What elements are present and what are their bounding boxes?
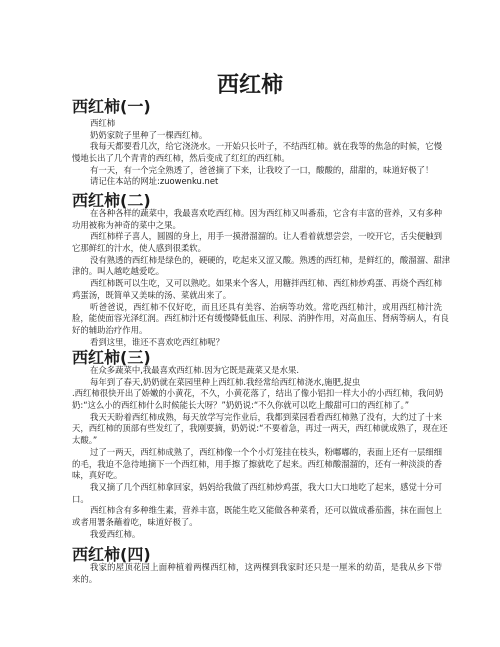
text-line: 味，真好吃。	[72, 470, 123, 481]
text-line: 天，西红柿的顶部有些发红了，我刚要摘，奶奶说:“不要着急，再过一两天，西红柿就成熟了，现在还	[72, 423, 448, 434]
text-line: 看到这里，谁还不喜欢吃西红柿呢？	[90, 336, 224, 347]
text-line: 我天天盼着西红柿成熟，每天放学写完作业后，我都到菜园看看西红柿熟了没有，大约过了十来	[90, 411, 442, 422]
section-heading: 西红柿(二)	[72, 191, 151, 210]
paragraph	[72, 365, 442, 377]
text-line: 来的。	[72, 573, 98, 584]
text-line: 太酸。”	[72, 435, 98, 446]
text-line: 每年到了春天,奶奶就在菜园里种上西红柿.我经常给西红柿浇水,施肥,捉虫	[90, 376, 361, 387]
text-line: 奶:“这么小的西红柿什么时候能长大呀？”奶奶说:“不久你就可以吃上酸甜可口的西红柿了。”	[72, 400, 410, 411]
paragraph	[72, 337, 442, 349]
text-line: 听爸爸说，西红柿不仅好吃，而且还具有美容、治病等功效。常吃西红柿汁，或用西红柿汁洗	[90, 301, 442, 312]
paragraph	[72, 562, 442, 585]
paragraph	[72, 176, 442, 188]
paragraph	[72, 505, 442, 528]
text-line: 奶奶家院子里种了一棵西红柿。	[90, 129, 208, 140]
text-line: 请记住本站的网址:zuowenku.net	[90, 176, 219, 187]
paragraph	[72, 254, 451, 278]
text-line: 慢地长出了几个青青的西红柿，然后变成了红红的西红柿。	[72, 153, 290, 164]
paragraph	[72, 208, 442, 231]
text-line: 功用被称为神奇的菜中之果。	[72, 219, 181, 230]
essay-section	[72, 208, 451, 348]
essay-section	[72, 562, 442, 585]
text-line: 津的。叫人越吃越爱吃。	[72, 266, 165, 277]
paragraph	[72, 165, 442, 177]
paragraph	[72, 529, 442, 541]
page-title: 西红柿	[216, 73, 283, 98]
essay-section	[72, 365, 448, 540]
essay-section	[72, 118, 442, 188]
section-heading: 西红柿(一)	[72, 97, 151, 116]
text-line: .西红柿很快开出了娇嫩的小黄花，不久，小黄花落了，结出了像小铝扣一样大小的小西红柿，我问奶	[72, 388, 444, 399]
text-line: 的毛，我迫不急待地摘下一个西红柿，用手擦了擦就吃了起来。西红柿酸溜溜的，还有一种淡淡的香	[72, 458, 442, 469]
section-heading: 西红柿(三)	[72, 348, 151, 367]
text-line: 好的辅助治疗作用。	[72, 324, 148, 335]
section-heading: 西红柿(四)	[72, 545, 151, 564]
text-line: 口。	[72, 493, 89, 504]
paragraph	[72, 377, 442, 412]
text-line: 有一天，有一个完全熟透了，爸爸摘了下来，让我咬了一口，酸酸的，甜甜的，味道好极了！	[90, 164, 434, 175]
text-line: 我又摘了几个西红柿拿回家，妈妈给我做了西红柿炒鸡蛋，我大口大口地吃了起来，感觉十分可	[90, 481, 442, 492]
paragraph	[72, 447, 442, 482]
text-line: 过了一两天，西红柿成熟了，西红柿像一个个小灯笼挂在枝头，粉嘟嘟的，表面上还有一层细细	[90, 446, 442, 457]
text-line: 它那鲜红的汁水，使人感到很柔软。	[72, 243, 206, 254]
text-line: 西红柿	[90, 118, 116, 128]
text-line: 我爱西红柿。	[90, 528, 141, 539]
paragraph	[72, 130, 442, 142]
text-line: 没有熟透的西红柿是绿色的，硬硬的，吃起来又涩又酸。熟透的西红柿，是鲜红的，酸溜溜、甜津	[90, 254, 451, 265]
text-line: 西红柿样子喜人，圆圆的身上，用手一摸滑溜溜的。让人看着就想尝尝，一咬开它，舌尖便触到	[90, 231, 442, 242]
text-line: 在众多蔬菜中,我最喜欢西红柿.因为它既是蔬菜又是水果.	[90, 365, 299, 375]
paragraph	[72, 118, 442, 130]
text-line: 在各种各样的蔬菜中，我最喜欢吃西红柿。因为西红柿又叫番茄，它含有丰富的营养，又有多种	[90, 208, 442, 218]
paragraph	[72, 141, 442, 164]
text-line: 脸，能使面容光泽红润。西红柿汁还有缓慢降低血压、利尿、消肿作用，对高血压、肾病等病人，有良	[72, 313, 449, 324]
text-line: 我家的屋顶花园上面种植着两棵西红柿，这两棵到我家时还只是一厘米的幼苗，是我从乡下带	[90, 562, 442, 572]
text-line: 西红柿含有多种维生素，营养丰富，既能生吃又能做各种菜肴，还可以做成番茄酱，抹在面包上	[90, 505, 442, 516]
paragraph	[72, 411, 448, 447]
text-line: 鸡蛋汤，既简单又美味的汤、菜就出来了。	[72, 289, 232, 300]
paragraph	[72, 301, 449, 337]
paragraph	[72, 278, 442, 301]
paragraph	[72, 482, 442, 505]
paragraph	[72, 231, 442, 254]
text-line: 或者用署条蘸着吃，味道好极了。	[72, 516, 198, 527]
text-line: 我每天都要看几次，给它浇浇水。一开始只长叶子，不结西红柿。就在我等的焦急的时候，它慢	[90, 141, 442, 152]
text-line: 西红柿既可以生吃，又可以熟吃。如果来个客人，用糖拌西红柿、西红柿炒鸡蛋、再烧个西红柿	[90, 278, 442, 289]
